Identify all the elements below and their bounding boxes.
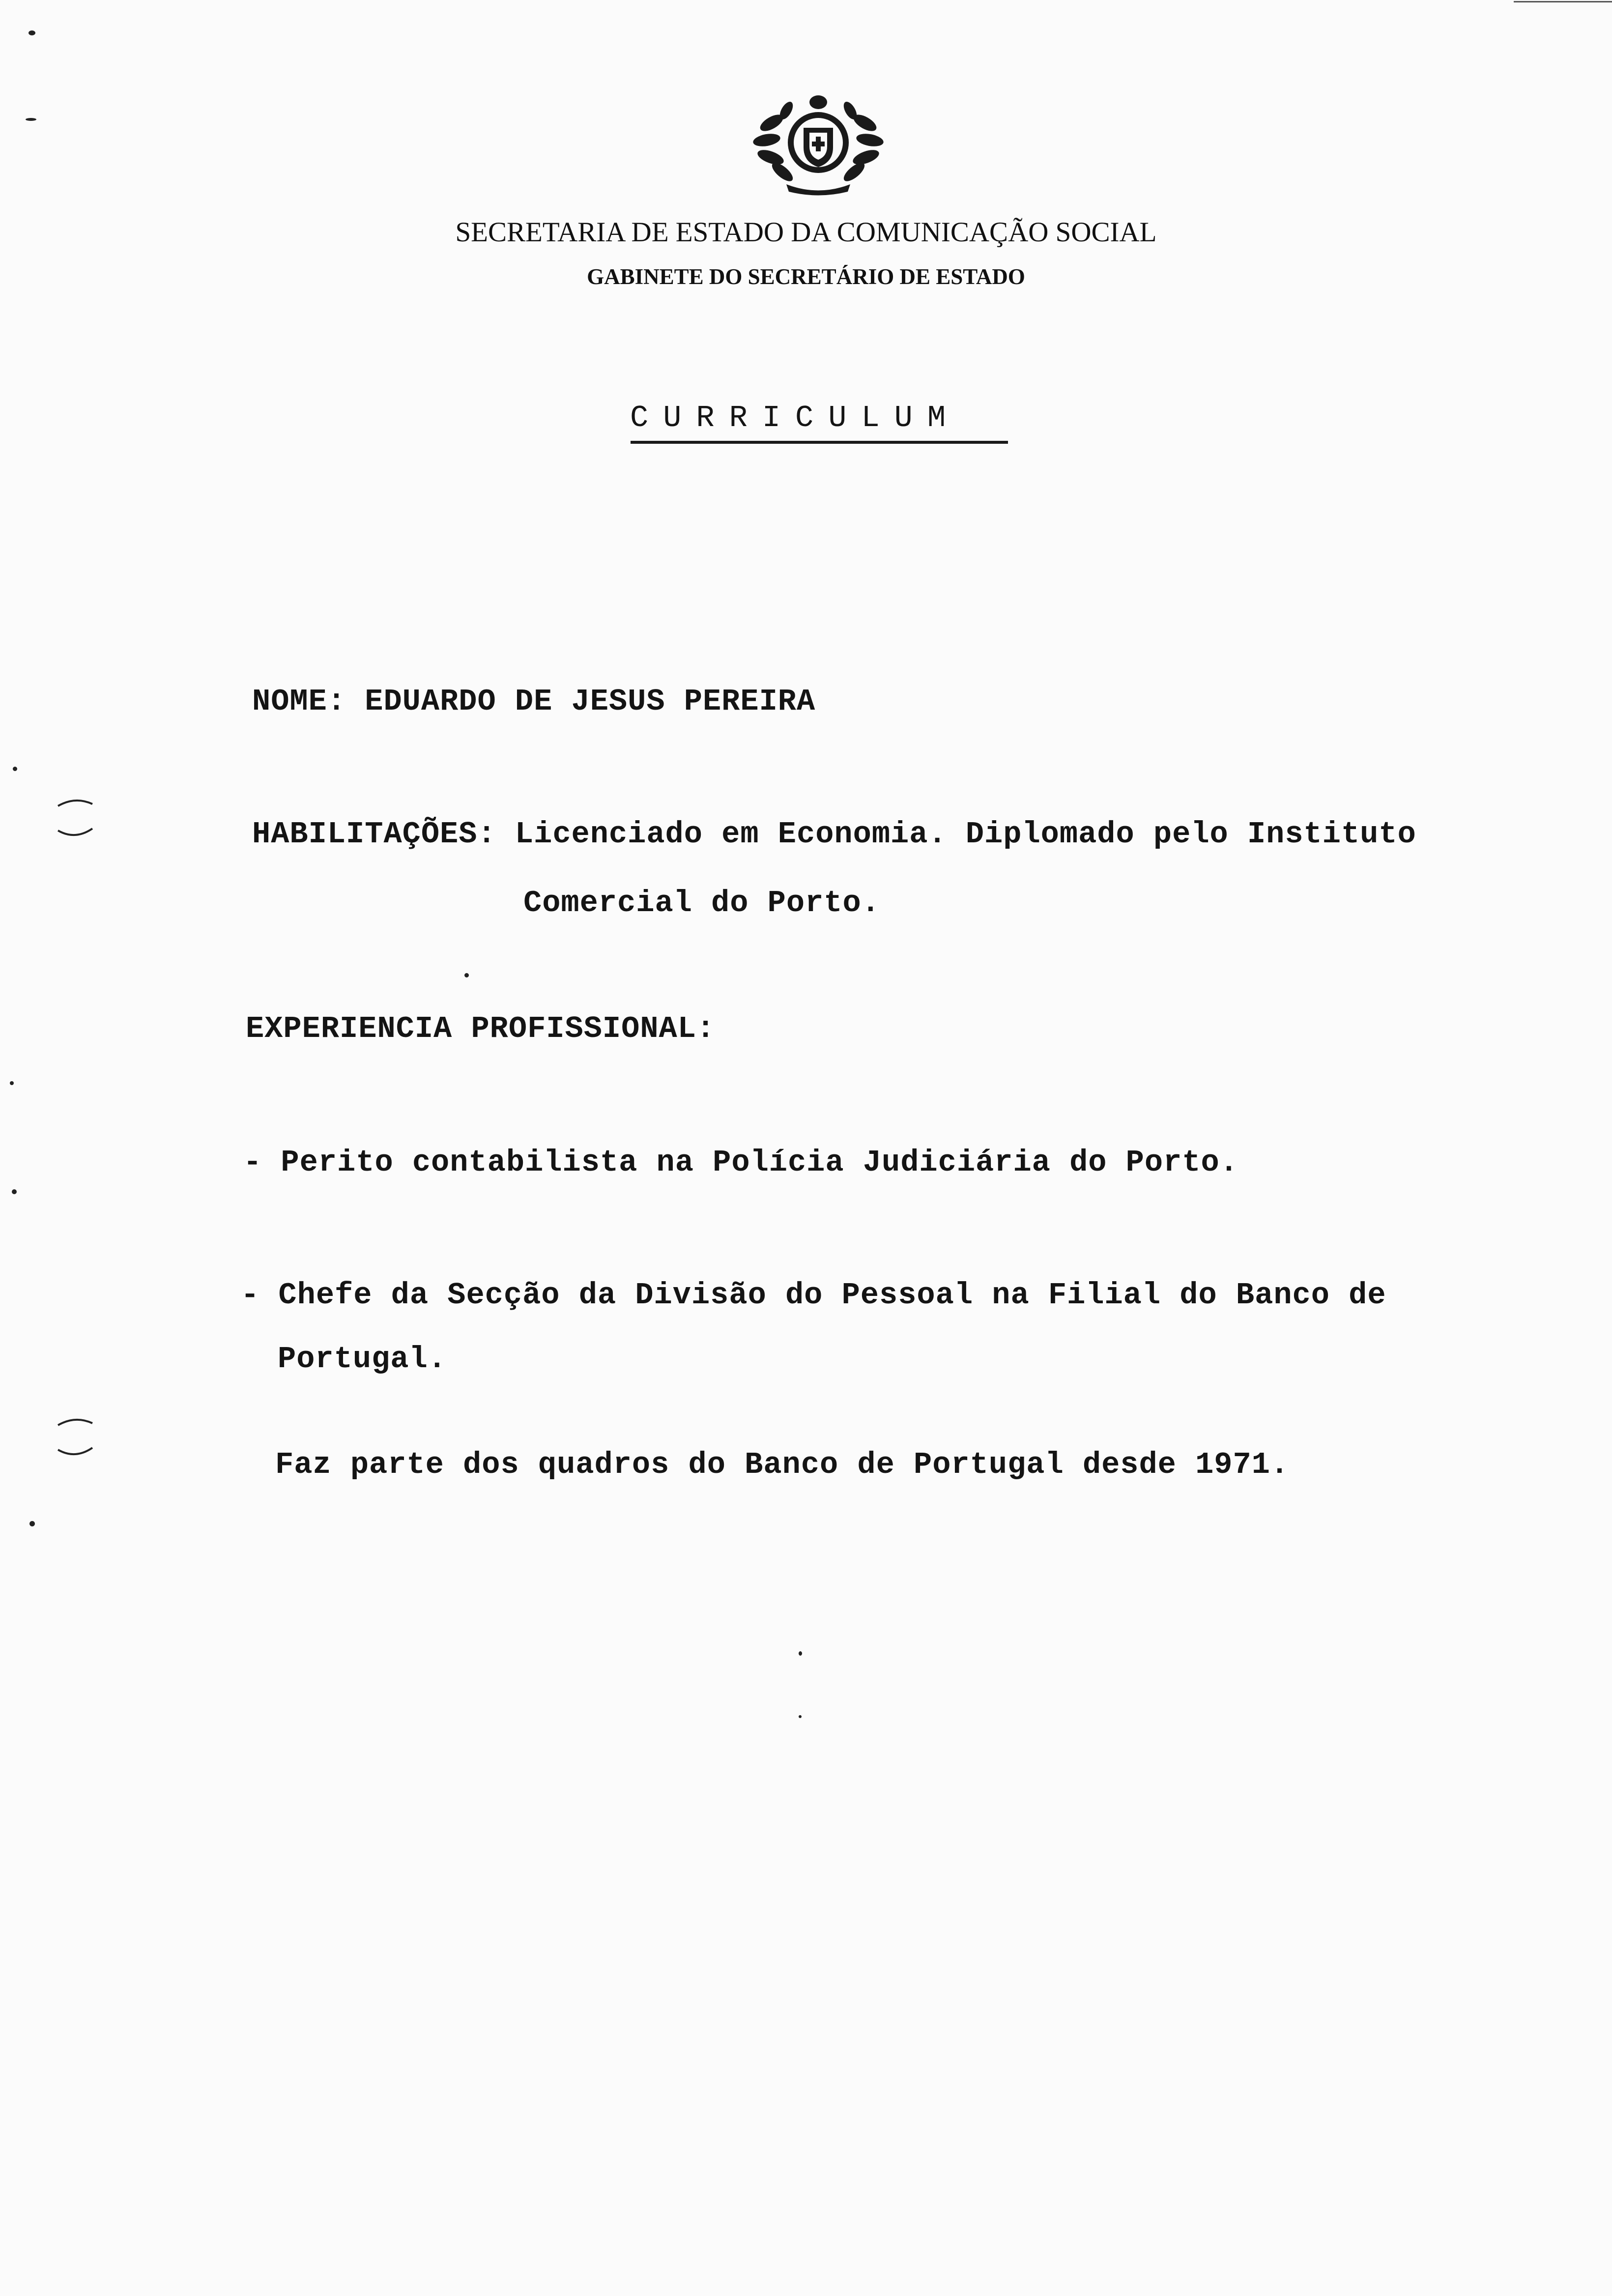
experience-item-2-line1: - Chefe da Secção da Divisão do Pessoal na Filial do Banco de bbox=[241, 1278, 1386, 1313]
name-line bbox=[252, 684, 815, 719]
scan-speck bbox=[12, 1189, 17, 1194]
qualifications-label: HABILITAÇÕES: bbox=[252, 817, 496, 852]
experience-note: Faz parte dos quadros do Banco de Portugal desde 1971. bbox=[275, 1447, 1290, 1482]
scan-speck bbox=[13, 767, 17, 771]
title-underline bbox=[631, 441, 1008, 444]
qualifications-line bbox=[252, 817, 1416, 852]
name-value: EDUARDO DE JESUS PEREIRA bbox=[365, 684, 816, 719]
experience-item-1: - Perito contabilista na Polícia Judiciária do Porto. bbox=[243, 1145, 1238, 1180]
scan-speck bbox=[799, 1651, 802, 1656]
qualifications-text-line2: Comercial do Porto. bbox=[523, 886, 880, 920]
experience-item-2-line2: Portugal. bbox=[278, 1342, 447, 1377]
scan-speck bbox=[10, 1081, 14, 1085]
scan-speck bbox=[29, 30, 35, 35]
scan-speck bbox=[799, 1715, 802, 1718]
scan-speck bbox=[464, 973, 469, 977]
qualifications-text-line1: Licenciado em Economia. Diplomado pelo Instituto bbox=[515, 817, 1416, 852]
coat-of-arms-icon bbox=[752, 93, 885, 197]
scan-speck bbox=[26, 118, 36, 121]
punch-hole-icon bbox=[53, 1415, 97, 1460]
name-label: NOME: bbox=[252, 684, 346, 719]
punch-hole-icon bbox=[53, 796, 97, 840]
experience-heading: EXPERIENCIA PROFISSIONAL: bbox=[246, 1011, 716, 1046]
scan-edge-line bbox=[1514, 1, 1612, 2]
agency-subtitle: GABINETE DO SECRETÁRIO DE ESTADO bbox=[587, 264, 1025, 289]
document-title: CURRICULUM bbox=[630, 401, 961, 435]
agency-title: SECRETARIA DE ESTADO DA COMUNICAÇÃO SOCIAL bbox=[455, 217, 1157, 248]
scan-speck bbox=[29, 1521, 35, 1526]
qualifications-continuation bbox=[523, 886, 880, 920]
